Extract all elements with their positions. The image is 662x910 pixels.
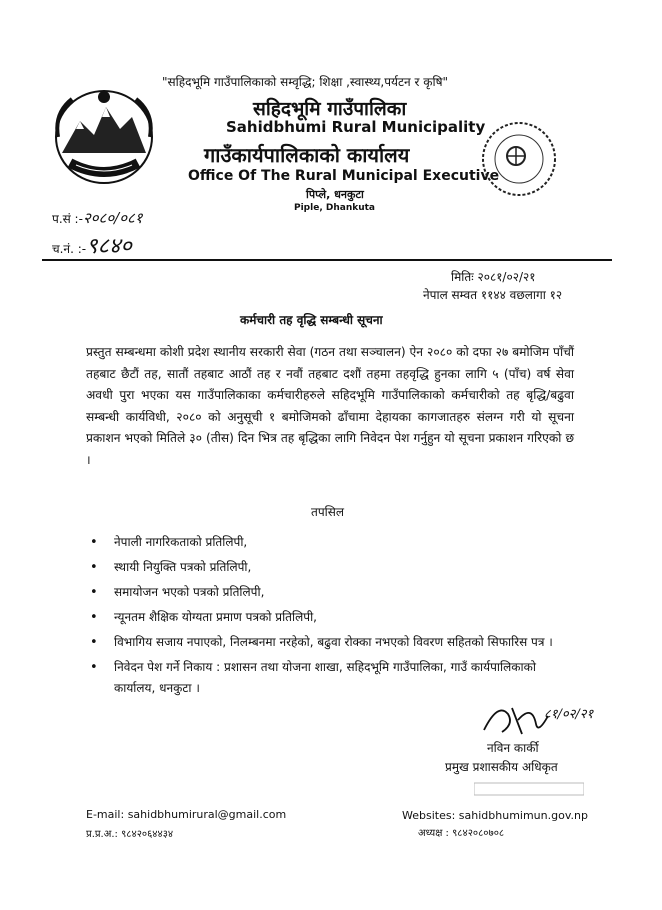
bullet-icon: • — [90, 660, 98, 675]
dispatch-number — [52, 230, 132, 260]
document-list — [90, 532, 576, 703]
motto: "सहिदभूमि गाउँपालिकाको सम्वृद्धि; शिक्षा ,स्वास्थ्य,पर्यटन र कृषि" — [162, 75, 449, 89]
municipality-name-nepali: सहिदभूमि गाउँपालिका — [253, 98, 407, 120]
signature-date: ८१/०२/२१ — [544, 707, 594, 722]
list-item: • विभागिय सजाय नपाएको, निलम्बनमा नरहेको, बढुवा रोक्का नभएको विवरण सहितको सिफारिस पत्र । — [90, 632, 576, 653]
list-item: • स्थायी नियुक्ति पत्रको प्रतिलिपी, — [90, 557, 576, 578]
list-item: • नेपाली नागरिकताको प्रतिलिपी, — [90, 532, 576, 553]
nepal-emblem-logo — [50, 83, 158, 195]
municipality-name-english: Sahidbhumi Rural Municipality — [226, 118, 486, 136]
signer-name: नविन कार्की — [487, 741, 539, 755]
footer-cao-phone: प्र.प्र.अ.: ९८४२०६४४३४ — [86, 829, 174, 840]
letter-number-label: प.सं :- — [52, 212, 83, 226]
list-heading: तपसिल — [311, 505, 345, 519]
notice-subject: कर्मचारी तह वृद्धि सम्बन्धी सूचना — [240, 313, 383, 327]
date-line: मितिः २०८१/०२/२१ — [451, 270, 536, 284]
footer-email: E-mail: sahidbhumirural@gmail.com — [86, 808, 287, 821]
bullet-icon: • — [90, 560, 98, 575]
list-item: • न्यूनतम शैक्षिक योग्यता प्रमाण पत्रको प्रतिलिपी, — [90, 607, 576, 628]
signer-title: प्रमुख प्रशासकीय अधिकृत — [445, 760, 558, 774]
letter-number — [52, 208, 143, 228]
header-divider — [42, 259, 612, 261]
bullet-icon: • — [90, 610, 98, 625]
list-item: • समायोजन भएको पत्रको प्रतिलिपी, — [90, 582, 576, 603]
footer-website: Websites: sahidbhumimun.gov.np — [402, 809, 588, 822]
footer-chairperson-phone: अध्यक्ष : ९८४२०८०७०८ — [418, 828, 505, 839]
office-name-nepali: गाउँकार्यपालिकाको कार्यालय — [204, 143, 410, 167]
address-english: Piple, Dhankuta — [294, 203, 375, 213]
dispatch-number-value: ९८४० — [86, 234, 132, 259]
list-item: • निवेदन पेश गर्ने निकाय : प्रशासन तथा योजना शाखा, सहिदभूमि गाउँपालिका, गाउँ कार्यपालिकाको कार्यालय, धनकुटा । — [90, 657, 576, 699]
office-seal-stamp — [478, 118, 560, 204]
bullet-icon: • — [90, 635, 98, 650]
letter-number-value: २०८०/०८१ — [82, 209, 143, 227]
bullet-icon: • — [90, 535, 98, 550]
bullet-icon: • — [90, 585, 98, 600]
address-nepali: पिप्ले, धनकुटा — [306, 188, 364, 201]
office-name-english: Office Of The Rural Municipal Executive — [188, 168, 500, 184]
faint-stamp — [474, 781, 584, 801]
notice-body: प्रस्तुत सम्बन्धमा कोशी प्रदेश स्थानीय सरकारी सेवा (गठन तथा सञ्चालन) ऐन २०८० को दफा २७ बमोजिम पाँचौं तहबाट छैटौं तह, सातौं तहबाट आठौं तह र नवौं तहबाट दशौं तहमा तहवृद्धि हुनका लागि ५ (पाँच) वर्ष सेवा अवधी पुरा भएका यस गाउँपालिकाका कर्मचारीहरुले सहिदभूमि गाउँपालिकाको कर्मचारीको तह बृद्धि/बढुवा सम्बन्धी कार्यविधी, २०८० को अनुसूची १ बमोजिमको ढाँचामा देहायका कागजातहरु संलग्न गरी यो सूचना प्रकाशन भएको मितिले ३० (तीस) दिन भित्र तह बृद्धिका लागि निवेदन पेश गर्नुहुन यो सूचना प्रकाशन गरिएको छ । — [86, 345, 574, 467]
dispatch-number-label: च.नं. :- — [52, 242, 87, 256]
nepal-sambat-date: नेपाल सम्वत ११४४ वछलागा १२ — [423, 288, 563, 302]
